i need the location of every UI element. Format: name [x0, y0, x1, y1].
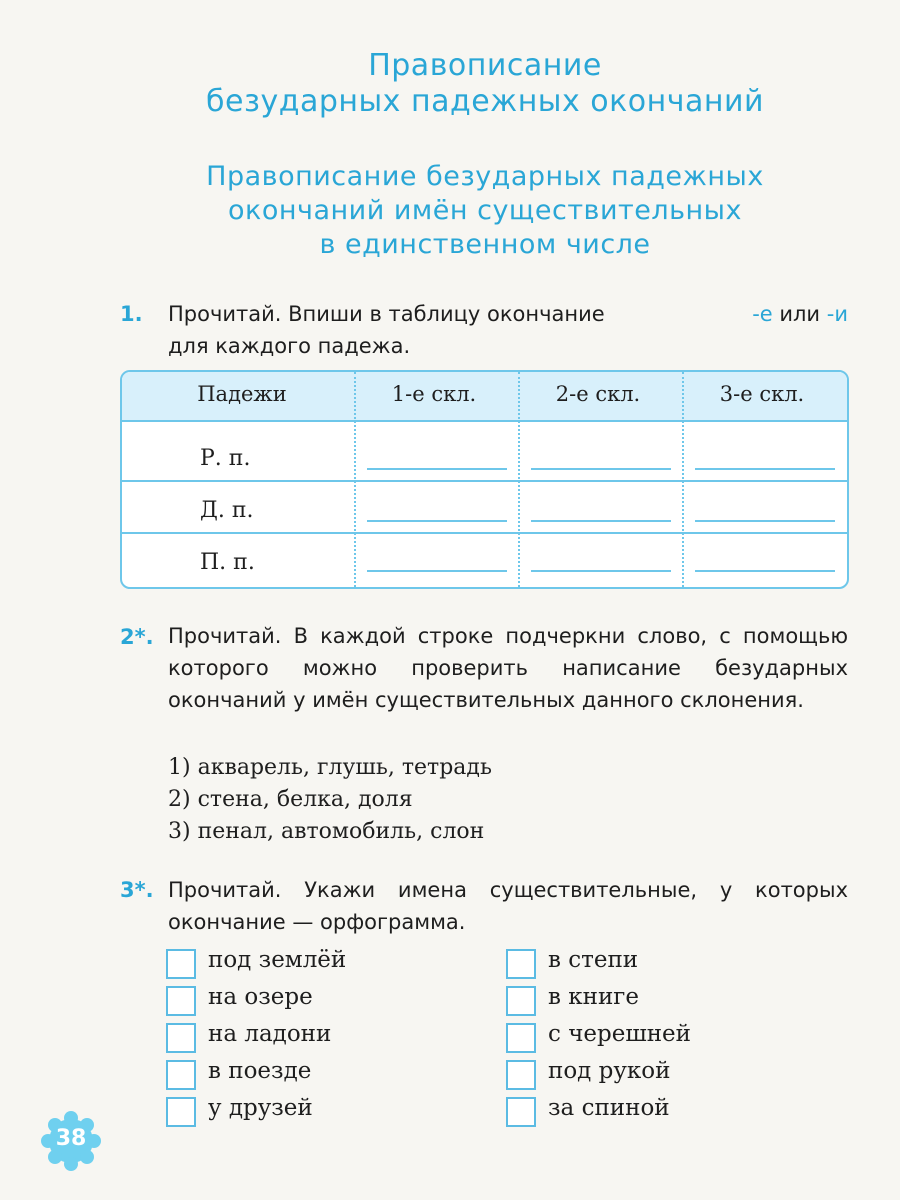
subsection-title	[120, 160, 850, 262]
checkbox[interactable]	[506, 986, 536, 1016]
task1-text-b: для каждого падежа.	[168, 334, 411, 358]
checkbox[interactable]	[506, 949, 536, 979]
answer-blank[interactable]	[367, 468, 507, 470]
answer-blank[interactable]	[531, 570, 671, 572]
task1-number: 1.	[120, 302, 143, 326]
declension-table	[120, 370, 849, 589]
section-title-line1: Правописание	[368, 48, 602, 83]
header-decl2: 2-е скл.	[555, 382, 641, 406]
task2-text: Прочитай. В каждой строке подчеркни слово, с помощью которого можно проверить написание безударных окончаний у имён существительных данного склонения.	[168, 624, 848, 712]
option-label: под землёй	[208, 947, 347, 973]
option-label: на ладони	[208, 1021, 332, 1047]
option-label: на озере	[208, 984, 313, 1010]
row-label-genitive: Р. п.	[200, 446, 251, 471]
task3-right-options	[506, 947, 806, 1137]
row-divider	[122, 480, 847, 482]
task3-number: 3*.	[120, 878, 154, 902]
answer-blank[interactable]	[695, 520, 835, 522]
answer-blank[interactable]	[531, 468, 671, 470]
option-label: в книге	[548, 984, 639, 1010]
task1-text-or: или	[772, 302, 827, 326]
list-item[interactable]: 1) акварель, глушь, тетрадь	[168, 755, 492, 780]
header-cases: Падежи	[197, 382, 287, 406]
option-label: под рукой	[548, 1058, 671, 1084]
answer-blank[interactable]	[695, 570, 835, 572]
row-label-prepositional: П. п.	[200, 550, 255, 575]
checkbox[interactable]	[166, 1097, 196, 1127]
option-label: у друзей	[208, 1095, 313, 1121]
section-title	[120, 48, 850, 120]
task2-list	[168, 752, 492, 848]
subsection-title-line3: в единственном числе	[319, 229, 651, 260]
checkbox[interactable]	[166, 1023, 196, 1053]
task1-ending-i: -и	[826, 302, 848, 326]
option-label: за спиной	[548, 1095, 670, 1121]
option-label: в поезде	[208, 1058, 312, 1084]
task1-text	[168, 298, 848, 362]
header-decl3: 3-е скл.	[719, 382, 805, 406]
list-item[interactable]: 2) стена, белка, доля	[168, 787, 413, 812]
answer-blank[interactable]	[695, 468, 835, 470]
task3-left-options	[166, 947, 466, 1137]
checkbox[interactable]	[506, 1023, 536, 1053]
answer-blank[interactable]	[531, 520, 671, 522]
row-label-dative: Д. п.	[200, 498, 254, 523]
option-label: с черешней	[548, 1021, 691, 1047]
task1-ending-e: -е	[752, 302, 773, 326]
answer-blank[interactable]	[367, 570, 507, 572]
checkbox[interactable]	[166, 986, 196, 1016]
checkbox[interactable]	[506, 1097, 536, 1127]
section-title-line2: безударных падежных окончаний	[206, 84, 764, 119]
page-number: 38	[55, 1126, 87, 1151]
row-divider	[122, 532, 847, 534]
table-header	[122, 372, 847, 422]
task1-text-a: Прочитай. Впиши в таблицу окончание	[168, 302, 612, 326]
checkbox[interactable]	[166, 1060, 196, 1090]
task3-text: Прочитай. Укажи имена существительные, у которых окончание — орфограмма.	[168, 878, 848, 934]
task2-number: 2*.	[120, 625, 154, 649]
subsection-title-line1: Правописание безударных падежных	[206, 161, 764, 192]
checkbox[interactable]	[506, 1060, 536, 1090]
checkbox[interactable]	[166, 949, 196, 979]
header-decl1: 1-е скл.	[391, 382, 477, 406]
list-item[interactable]: 3) пенал, автомобиль, слон	[168, 819, 485, 844]
answer-blank[interactable]	[367, 520, 507, 522]
option-label: в степи	[548, 947, 639, 973]
subsection-title-line2: окончаний имён существительных	[228, 195, 742, 226]
